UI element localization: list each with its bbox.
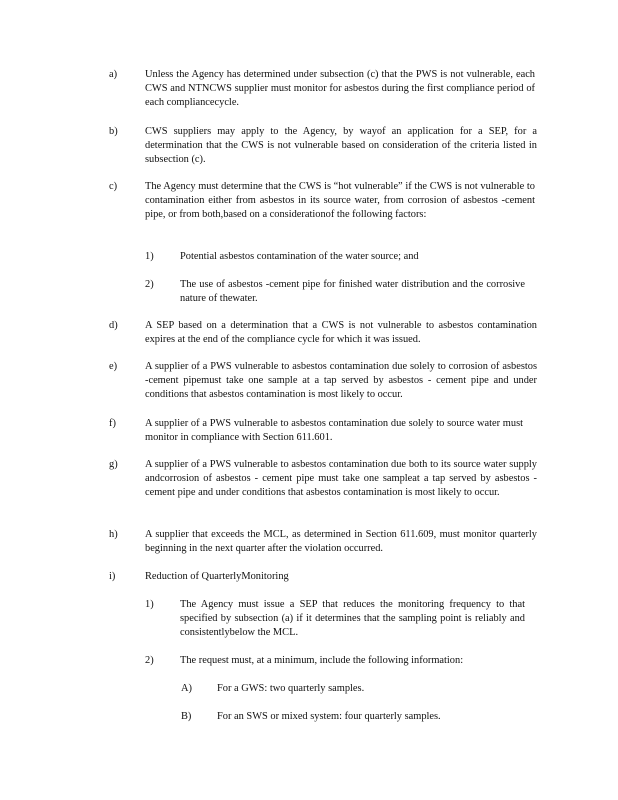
item-label: A)	[181, 683, 192, 694]
item-text: The Agency must issue a SEP that reduces the monitoring frequency to that specified by subsection (a) if it determines that the sampling point is reliably and consistentlybelow the MCL.	[180, 599, 525, 638]
item-label: d)	[109, 320, 118, 331]
item-text: A supplier that exceeds the MCL, as determined in Section 611.609, must monitor quarterly beginning in the next quarter after the violation occurred.	[145, 529, 537, 554]
item-label: a)	[109, 69, 118, 80]
item-text: A supplier of a PWS vulnerable to asbestos contamination due both to its source water supply andcorrosion of asbestos - cement pipe must take one sampleat a tap served by asbestos -cement pipe and under conditions that asbestos contamination is most likely to occur.	[145, 459, 537, 498]
item-label: g)	[109, 459, 118, 470]
item-label: B)	[181, 711, 192, 722]
item-label: b)	[109, 126, 118, 137]
item-text: The use of asbestos -cement pipe for finished water distribution and the corrosive nature of thewater.	[180, 279, 525, 304]
item-text: A supplier of a PWS vulnerable to asbestos contamination due solely to source water must monitor in compliance with Section 611.601.	[145, 418, 523, 443]
item-label: f)	[109, 418, 116, 429]
item-text: The Agency must determine that the CWS is “hot vulnerable” if the CWS is not vulnerable to contamination either from asbestos in its source water, from corrosion of asbestos -cement pipe, or from both,based on a considerationof the following factors:	[145, 181, 535, 220]
item-label: 1)	[145, 251, 154, 262]
item-text: For an SWS or mixed system: four quarterly samples.	[217, 711, 441, 722]
item-label: 1)	[145, 599, 154, 610]
item-label: h)	[109, 529, 118, 540]
item-text: For a GWS: two quarterly samples.	[217, 683, 365, 694]
item-text: Reduction of QuarterlyMonitoring	[145, 571, 289, 582]
item-text: Potential asbestos contamination of the water source; and	[180, 251, 419, 262]
item-label: e)	[109, 361, 118, 372]
item-text: CWS suppliers may apply to the Agency, by wayof an application for a SEP, for a determination that the CWS is not vulnerable based on consideration of the criteria listed in subsection (c).	[145, 126, 537, 165]
item-text: The request must, at a minimum, include the following information:	[180, 655, 464, 666]
item-label: i)	[109, 571, 116, 582]
item-text: A supplier of a PWS vulnerable to asbestos contamination due solely to corrosion of asbestos -cement pipemust take one sample at a tap served by asbestos - cement pipe and under conditions that asbestos contamination is most likely to occur.	[145, 361, 537, 400]
item-label: 2)	[145, 279, 154, 290]
item-text: Unless the Agency has determined under subsection (c) that the PWS is not vulnerable, each CWS and NTNCWS supplier must monitor for asbestos during the first compliance period of each compliancecycle.	[145, 69, 535, 108]
item-text: A SEP based on a determination that a CWS is not vulnerable to asbestos contamination expires at the end of the compliance cycle for which it was issued.	[145, 320, 537, 345]
item-label: 2)	[145, 655, 154, 666]
item-label: c)	[109, 181, 118, 192]
